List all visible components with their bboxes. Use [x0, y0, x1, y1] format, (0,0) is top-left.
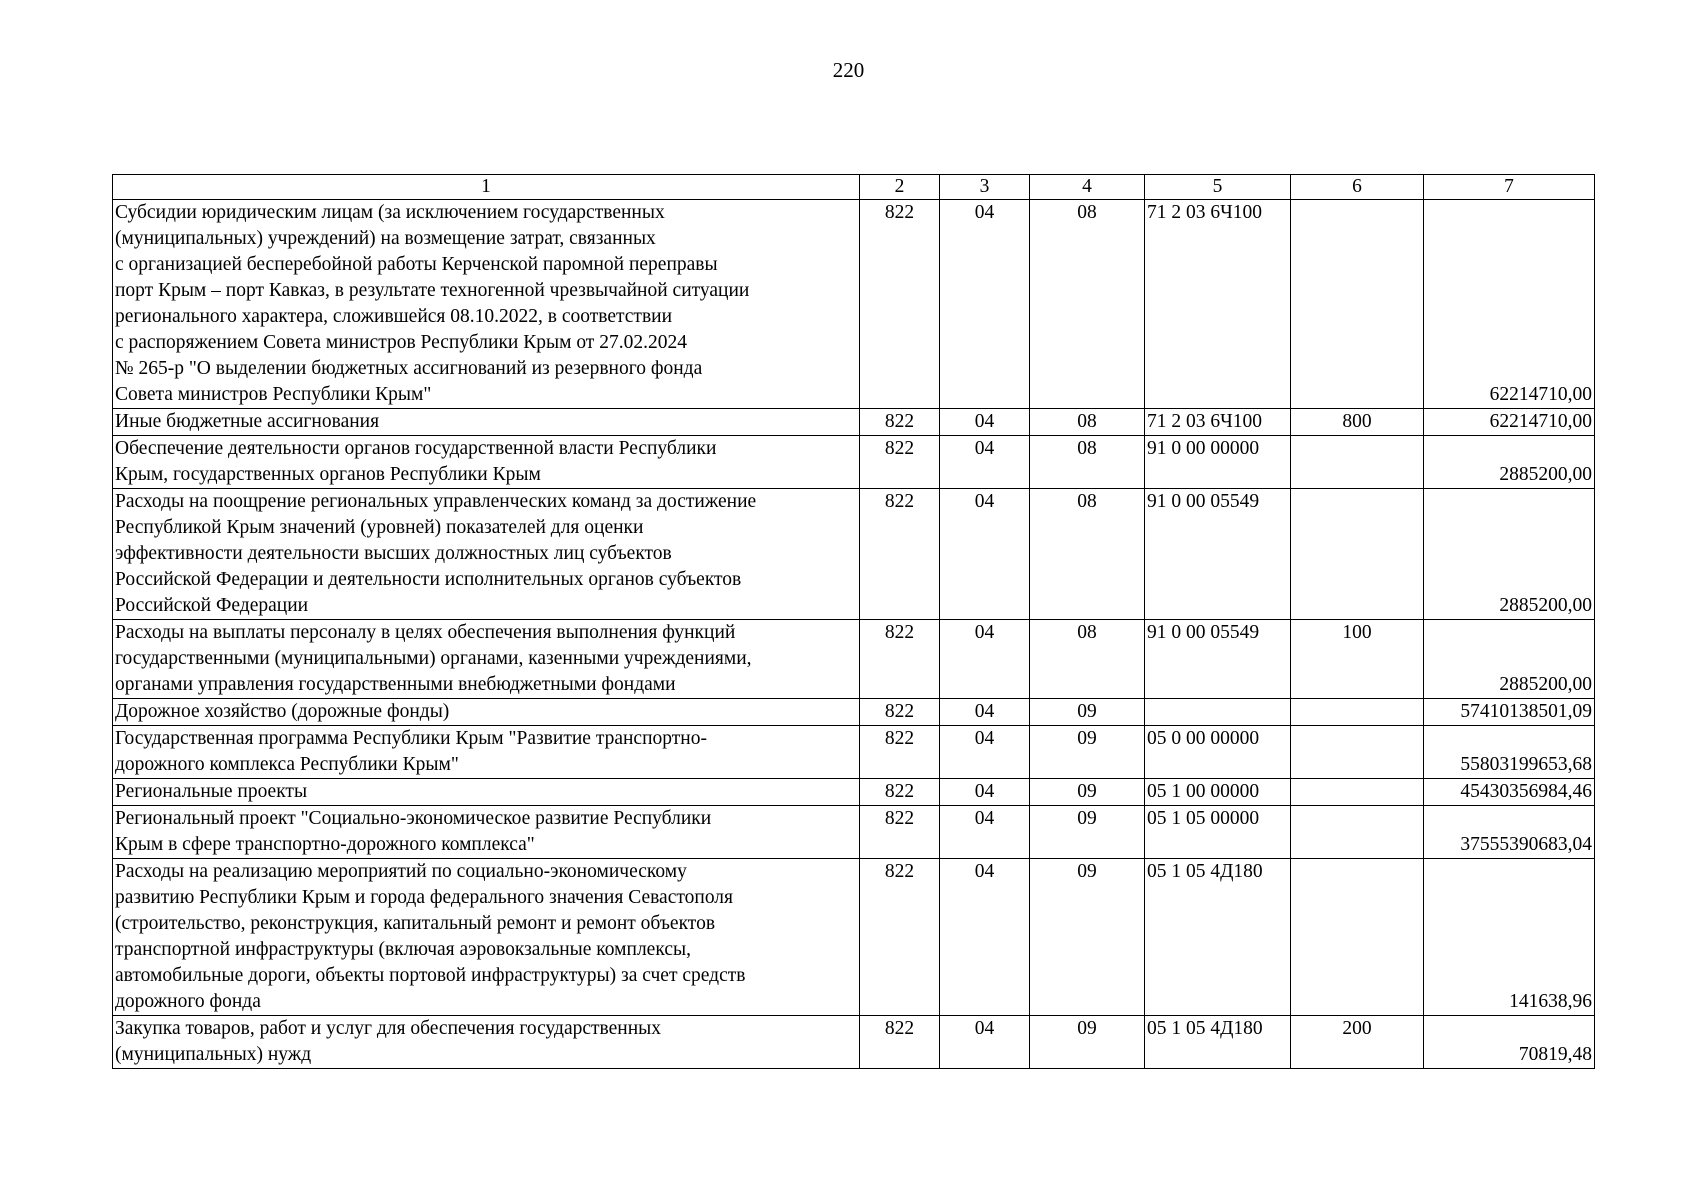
target-article-cell: 71 2 03 6Ч100	[1145, 409, 1291, 436]
grbs-code-cell: 822	[860, 620, 940, 699]
grbs-code-cell: 822	[860, 806, 940, 859]
subsection-code-cell: 09	[1030, 1016, 1145, 1069]
amount-cell: 55803199653,68	[1424, 726, 1595, 779]
amount-cell: 141638,96	[1424, 859, 1595, 1016]
subsection-code-cell: 09	[1030, 806, 1145, 859]
amount-cell: 45430356984,46	[1424, 779, 1595, 806]
subsection-code-cell: 09	[1030, 726, 1145, 779]
header-cell: 4	[1030, 175, 1145, 200]
section-code-cell: 04	[940, 779, 1030, 806]
budget-table	[112, 174, 1595, 1069]
section-code-cell: 04	[940, 699, 1030, 726]
expense-type-cell	[1291, 726, 1424, 779]
subsection-code-cell: 08	[1030, 620, 1145, 699]
expense-type-cell	[1291, 806, 1424, 859]
target-article-cell: 05 1 05 4Д180	[1145, 1016, 1291, 1069]
expense-type-cell	[1291, 436, 1424, 489]
grbs-code-cell: 822	[860, 436, 940, 489]
target-article-cell: 05 0 00 00000	[1145, 726, 1291, 779]
header-cell: 2	[860, 175, 940, 200]
section-code-cell: 04	[940, 436, 1030, 489]
item-name-cell: Обеспечение деятельности органов государственной власти Республики Крым, государственных органов Республики Крым	[113, 436, 860, 489]
table-row	[113, 200, 1595, 409]
amount-cell: 37555390683,04	[1424, 806, 1595, 859]
target-article-cell: 05 1 05 00000	[1145, 806, 1291, 859]
subsection-code-cell: 08	[1030, 489, 1145, 620]
target-article-cell: 71 2 03 6Ч100	[1145, 200, 1291, 409]
section-code-cell: 04	[940, 806, 1030, 859]
target-article-cell: 91 0 00 00000	[1145, 436, 1291, 489]
expense-type-cell: 200	[1291, 1016, 1424, 1069]
amount-cell: 57410138501,09	[1424, 699, 1595, 726]
section-code-cell: 04	[940, 859, 1030, 1016]
header-cell: 5	[1145, 175, 1291, 200]
grbs-code-cell: 822	[860, 726, 940, 779]
target-article-cell: 91 0 00 05549	[1145, 620, 1291, 699]
amount-cell: 62214710,00	[1424, 409, 1595, 436]
expense-type-cell	[1291, 859, 1424, 1016]
header-cell: 1	[113, 175, 860, 200]
table-row	[113, 859, 1595, 1016]
subsection-code-cell: 09	[1030, 699, 1145, 726]
grbs-code-cell: 822	[860, 859, 940, 1016]
section-code-cell: 04	[940, 409, 1030, 436]
item-name-cell: Расходы на выплаты персоналу в целях обеспечения выполнения функций государственными (муниципальными) органами, казенными учреждениями, органами управления государственными внебюджетными фондами	[113, 620, 860, 699]
subsection-code-cell: 08	[1030, 409, 1145, 436]
grbs-code-cell: 822	[860, 1016, 940, 1069]
item-name-cell: Региональные проекты	[113, 779, 860, 806]
subsection-code-cell: 08	[1030, 200, 1145, 409]
item-name-cell: Дорожное хозяйство (дорожные фонды)	[113, 699, 860, 726]
item-name-cell: Региональный проект "Социально-экономическое развитие Республики Крым в сфере транспортно-дорожного комплекса"	[113, 806, 860, 859]
table-row	[113, 726, 1595, 779]
header-cell: 3	[940, 175, 1030, 200]
target-article-cell: 05 1 05 4Д180	[1145, 859, 1291, 1016]
amount-cell: 2885200,00	[1424, 489, 1595, 620]
table-header-row	[113, 175, 1595, 200]
expense-type-cell	[1291, 779, 1424, 806]
header-cell: 7	[1424, 175, 1595, 200]
item-name-cell: Расходы на поощрение региональных управленческих команд за достижение Республикой Крым значений (уровней) показателей для оценки эффективности деятельности высших должностных лиц субъектов Российской Федерации и деятельности исполнительных органов субъектов Российской Федерации	[113, 489, 860, 620]
expense-type-cell	[1291, 489, 1424, 620]
expense-type-cell	[1291, 699, 1424, 726]
table-row	[113, 1016, 1595, 1069]
section-code-cell: 04	[940, 620, 1030, 699]
expense-type-cell: 100	[1291, 620, 1424, 699]
grbs-code-cell: 822	[860, 409, 940, 436]
expense-type-cell	[1291, 200, 1424, 409]
section-code-cell: 04	[940, 726, 1030, 779]
amount-cell: 2885200,00	[1424, 620, 1595, 699]
target-article-cell	[1145, 699, 1291, 726]
subsection-code-cell: 09	[1030, 779, 1145, 806]
grbs-code-cell: 822	[860, 779, 940, 806]
table-row	[113, 620, 1595, 699]
target-article-cell: 05 1 00 00000	[1145, 779, 1291, 806]
subsection-code-cell: 08	[1030, 436, 1145, 489]
table-row	[113, 806, 1595, 859]
header-cell: 6	[1291, 175, 1424, 200]
item-name-cell: Иные бюджетные ассигнования	[113, 409, 860, 436]
item-name-cell: Субсидии юридическим лицам (за исключением государственных (муниципальных) учреждений) на возмещение затрат, связанных с организацией бесперебойной работы Керченской паромной переправы порт Крым – порт Кавказ, в результате техногенной чрезвычайной ситуации регионального характера, сложившейся 08.10.2022, в соответствии с распоряжением Совета министров Республики Крым от 27.02.2024 № 265-р "О выделении бюджетных ассигнований из резервного фонда Совета министров Республики Крым"	[113, 200, 860, 409]
page-number: 220	[832, 58, 865, 82]
item-name-cell: Расходы на реализацию мероприятий по социально-экономическому развитию Республики Крым и города федерального значения Севастополя (строительство, реконструкция, капитальный ремонт и ремонт объектов транспортной инфраструктуры (включая аэровокзальные комплексы, автомобильные дороги, объекты портовой инфраструктуры) за счет средств дорожного фонда	[113, 859, 860, 1016]
grbs-code-cell: 822	[860, 489, 940, 620]
table-row	[113, 409, 1595, 436]
table-row	[113, 779, 1595, 806]
amount-cell: 2885200,00	[1424, 436, 1595, 489]
section-code-cell: 04	[940, 1016, 1030, 1069]
section-code-cell: 04	[940, 489, 1030, 620]
grbs-code-cell: 822	[860, 699, 940, 726]
section-code-cell: 04	[940, 200, 1030, 409]
amount-cell: 62214710,00	[1424, 200, 1595, 409]
subsection-code-cell: 09	[1030, 859, 1145, 1016]
item-name-cell: Закупка товаров, работ и услуг для обеспечения государственных (муниципальных) нужд	[113, 1016, 860, 1069]
expense-type-cell: 800	[1291, 409, 1424, 436]
amount-cell: 70819,48	[1424, 1016, 1595, 1069]
table-row	[113, 699, 1595, 726]
item-name-cell: Государственная программа Республики Крым "Развитие транспортно- дорожного комплекса Республики Крым"	[113, 726, 860, 779]
target-article-cell: 91 0 00 05549	[1145, 489, 1291, 620]
grbs-code-cell: 822	[860, 200, 940, 409]
table-row	[113, 436, 1595, 489]
table-row	[113, 489, 1595, 620]
